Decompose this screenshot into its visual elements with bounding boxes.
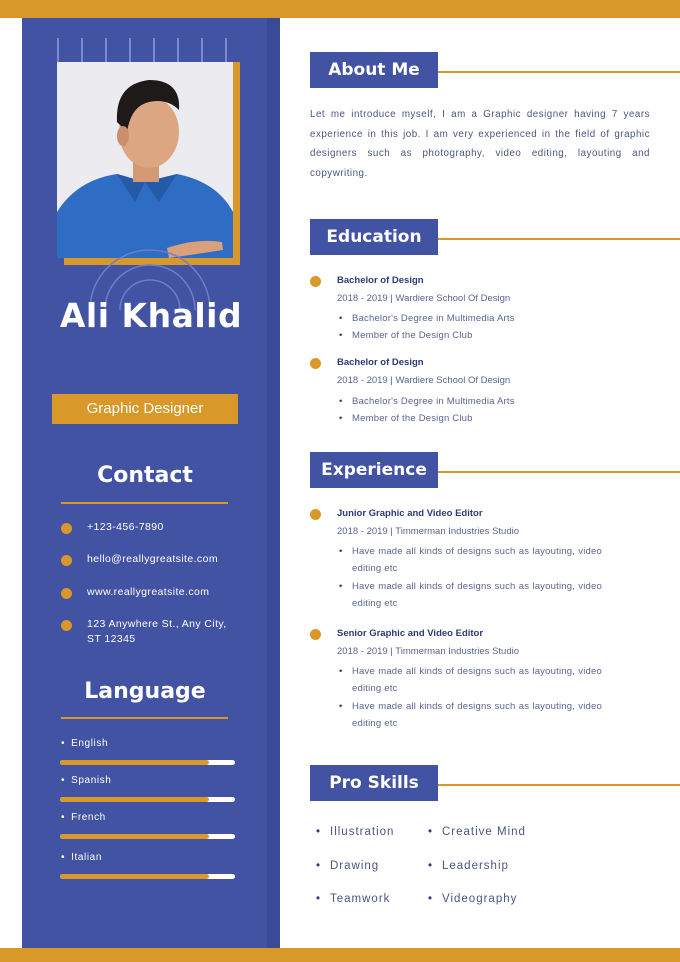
contact-website: www.reallygreatsite.com	[87, 586, 210, 598]
skill-item: • Leadership	[442, 860, 509, 872]
language-level-bar	[60, 874, 235, 879]
experience-bullet: • Have made all kinds of designs such as layouting, video editing etc	[352, 543, 602, 577]
timeline-dot-icon	[310, 358, 321, 369]
language-level-fill	[60, 834, 209, 839]
top-accent-bar	[0, 0, 680, 18]
experience-rule	[438, 471, 680, 473]
language-level-fill	[60, 797, 209, 802]
decorative-lines	[57, 38, 237, 62]
language-level-fill	[60, 760, 209, 765]
experience-title: Junior Graphic and Video Editor	[337, 508, 483, 519]
experience-sub: 2018 - 2019 | Timmerman Industries Studio	[337, 526, 520, 537]
timeline-dot-icon	[310, 509, 321, 520]
contact-rule	[61, 502, 228, 504]
experience-title: Senior Graphic and Video Editor	[337, 628, 484, 639]
skills-heading: Pro Skills	[310, 765, 438, 801]
language-rule	[61, 717, 228, 719]
profile-name: Ali Khalid	[59, 296, 243, 335]
education-bullet: • Member of the Design Club	[352, 327, 602, 344]
experience-sub: 2018 - 2019 | Timmerman Industries Studio	[337, 646, 520, 657]
education-bullet: • Bachelor's Degree in Multimedia Arts	[352, 393, 602, 410]
website-bullet-icon	[61, 588, 72, 599]
language-label: • French	[61, 812, 106, 823]
language-label: • Spanish	[61, 775, 111, 786]
language-level-fill	[60, 874, 209, 879]
email-bullet-icon	[61, 555, 72, 566]
skill-item: • Drawing	[330, 860, 379, 872]
address-bullet-icon	[61, 620, 72, 631]
phone-bullet-icon	[61, 523, 72, 534]
language-label: • English	[61, 738, 108, 749]
skills-rule	[438, 784, 680, 786]
education-heading: Education	[310, 219, 438, 255]
skill-item: • Videography	[442, 893, 517, 905]
contact-address: 123 Anywhere St., Any City, ST 12345	[87, 618, 227, 645]
skill-item: • Illustration	[330, 826, 394, 838]
sidebar-edge	[267, 18, 280, 948]
education-rule	[438, 238, 680, 240]
timeline-dot-icon	[310, 276, 321, 287]
bottom-accent-bar	[0, 948, 680, 962]
language-level-bar	[60, 834, 235, 839]
about-rule	[438, 71, 680, 73]
skill-item: • Creative Mind	[442, 826, 526, 838]
education-title: Bachelor of Design	[337, 357, 424, 368]
timeline-dot-icon	[310, 629, 321, 640]
language-level-bar	[60, 760, 235, 765]
education-title: Bachelor of Design	[337, 275, 424, 286]
experience-bullet: • Have made all kinds of designs such as layouting, video editing etc	[352, 663, 602, 697]
about-heading: About Me	[310, 52, 438, 88]
experience-heading: Experience	[310, 452, 438, 488]
education-sub: 2018 - 2019 | Wardiere School Of Design	[337, 375, 511, 386]
language-label: • Italian	[61, 852, 102, 863]
about-text: Let me introduce myself, I am a Graphic designer having 7 years experience in this job. I am very experienced in the field of graphic designers such as photography, video editing, layouting and copywriting.	[310, 109, 650, 179]
experience-bullet: • Have made all kinds of designs such as layouting, video editing etc	[352, 698, 602, 732]
contact-heading: Contact	[97, 463, 193, 488]
language-level-bar	[60, 797, 235, 802]
education-bullet: • Bachelor's Degree in Multimedia Arts	[352, 310, 602, 327]
language-heading: Language	[84, 679, 206, 704]
education-sub: 2018 - 2019 | Wardiere School Of Design	[337, 293, 511, 304]
contact-email: hello@reallygreatsite.com	[87, 553, 218, 565]
contact-phone: +123-456-7890	[87, 521, 164, 533]
decorative-arcs	[70, 210, 230, 310]
education-bullet: • Member of the Design Club	[352, 410, 602, 427]
experience-bullet: • Have made all kinds of designs such as layouting, video editing etc	[352, 578, 602, 612]
skill-item: • Teamwork	[330, 893, 390, 905]
job-title-badge: Graphic Designer	[52, 394, 238, 424]
